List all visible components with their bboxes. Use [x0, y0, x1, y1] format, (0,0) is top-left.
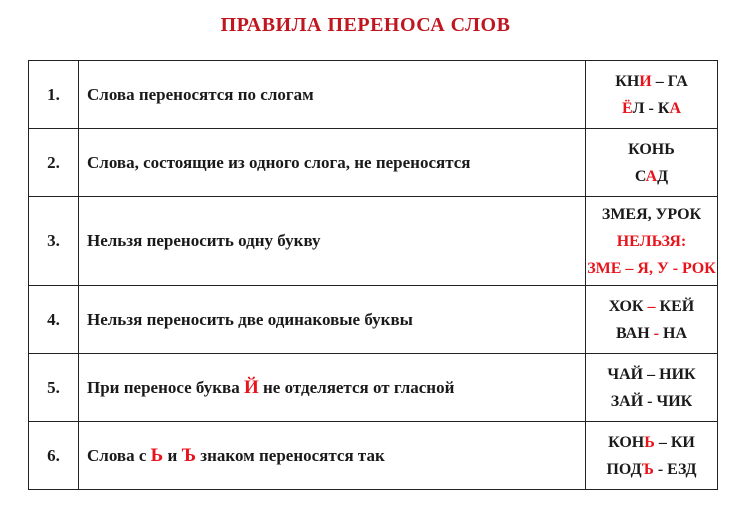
rule-examples	[586, 422, 718, 490]
rule-text-segment: Нельзя переносить две одинаковые буквы	[87, 309, 413, 329]
rule-text-segment: не отделяется от гласной	[258, 377, 455, 397]
example-line	[586, 136, 717, 163]
example-segment: Ё	[621, 99, 633, 117]
rule-number: 2.	[29, 129, 79, 197]
example-segment: -	[649, 324, 663, 342]
example-segment: ХОК	[608, 297, 644, 315]
rule-text-segment: Слова, состоящие из одного слога, не переносятся	[87, 152, 471, 172]
rule-text-segment: Слова с	[87, 445, 151, 465]
example-line	[586, 255, 717, 282]
rule-text-segment: Слова переносятся по слогам	[87, 84, 314, 104]
rule-text-segment: знаком переносятся так	[196, 445, 385, 465]
rule-text-segment: Ь	[150, 444, 164, 466]
example-line	[586, 320, 717, 347]
example-segment: –	[651, 72, 668, 90]
example-segment: ЗМЕ – Я, У - РОК	[587, 259, 716, 277]
example-segment: НИК	[659, 365, 696, 383]
example-line	[586, 228, 717, 255]
example-segment: -	[643, 392, 657, 410]
rule-text	[79, 197, 586, 286]
rule-examples	[586, 354, 718, 422]
rule-number: 6.	[29, 422, 79, 490]
example-segment: Ъ	[641, 460, 654, 478]
rule-examples	[586, 61, 718, 129]
page-title: ПРАВИЛА ПЕРЕНОСА СЛОВ	[220, 14, 511, 36]
rule-examples	[586, 129, 718, 197]
rule-text-segment: и	[163, 445, 182, 465]
example-segment: Ь	[644, 433, 655, 451]
rule-examples	[586, 197, 718, 286]
example-line	[586, 429, 717, 456]
example-segment: НЕЛЬЗЯ:	[616, 232, 687, 250]
rule-row	[29, 129, 718, 197]
example-segment: А	[645, 167, 658, 185]
example-segment: НА	[663, 324, 687, 342]
rule-number: 3.	[29, 197, 79, 286]
example-segment: Л - К	[632, 99, 670, 117]
example-segment: Д	[657, 167, 669, 185]
example-segment: И	[639, 72, 652, 90]
rule-number: 4.	[29, 286, 79, 354]
example-line	[586, 95, 717, 122]
rule-row	[29, 354, 718, 422]
example-segment: ЧАЙ	[607, 365, 644, 383]
example-segment: С	[634, 167, 646, 185]
rule-number: 1.	[29, 61, 79, 129]
example-line	[586, 201, 717, 228]
example-segment: ГА	[667, 72, 688, 90]
example-line	[586, 68, 717, 95]
rule-text-segment: Ъ	[181, 444, 197, 466]
example-line	[586, 293, 717, 320]
example-line	[586, 361, 717, 388]
example-segment: КОНЬ	[628, 140, 675, 158]
rule-number: 5.	[29, 354, 79, 422]
rule-row	[29, 422, 718, 490]
example-segment: - ЕЗД	[653, 460, 697, 478]
example-line	[586, 456, 717, 483]
example-line	[586, 388, 717, 415]
rule-row	[29, 61, 718, 129]
rule-text-segment: При переносе буква	[87, 377, 244, 397]
example-segment: А	[669, 99, 682, 117]
example-segment: КОН	[608, 433, 645, 451]
rule-text	[79, 286, 586, 354]
rule-row	[29, 286, 718, 354]
rule-text	[79, 129, 586, 197]
rule-text-segment: Нельзя переносить одну букву	[87, 231, 321, 250]
example-segment: КЕЙ	[659, 297, 695, 315]
rules-table	[28, 60, 718, 490]
example-segment: –	[643, 297, 660, 315]
example-segment: ПОД	[606, 460, 642, 478]
example-segment: –	[643, 365, 660, 383]
example-segment: ВАН	[616, 324, 650, 342]
rule-examples	[586, 286, 718, 354]
rule-text	[79, 61, 586, 129]
rule-text	[79, 422, 586, 490]
rule-text	[79, 354, 586, 422]
example-segment: КН	[615, 72, 640, 90]
example-segment: ЧИК	[656, 392, 693, 410]
example-segment: ЗАЙ	[610, 392, 644, 410]
rule-text-segment: Й	[243, 376, 259, 398]
example-segment: – КИ	[654, 433, 695, 451]
example-line	[586, 163, 717, 190]
rules-table-body	[29, 61, 718, 490]
rule-row	[29, 197, 718, 286]
example-segment: ЗМЕЯ, УРОК	[601, 205, 702, 223]
